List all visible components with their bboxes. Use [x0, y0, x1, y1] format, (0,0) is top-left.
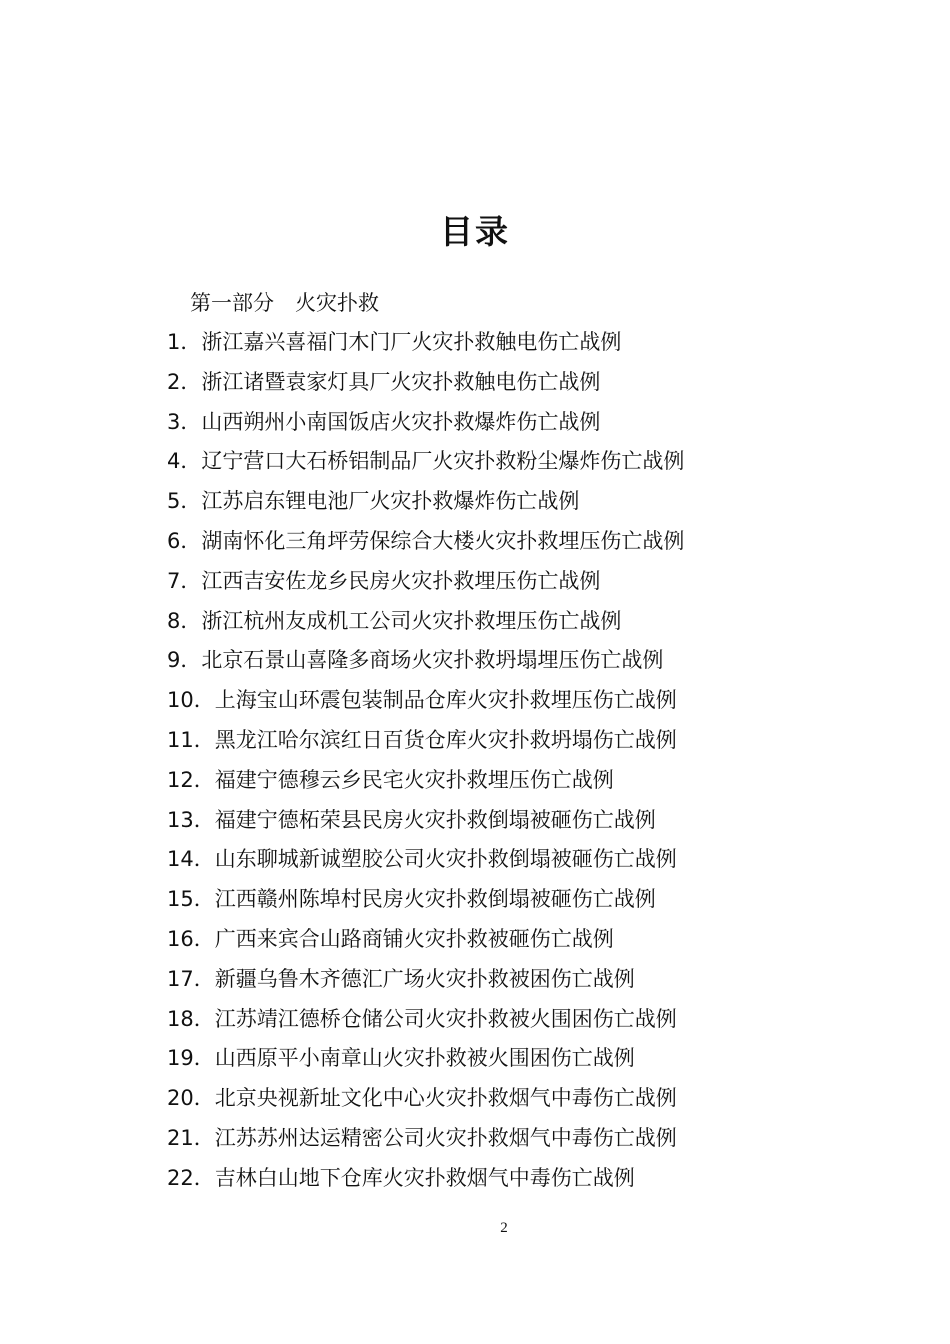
- toc-item[interactable]: [167, 765, 684, 805]
- toc-item-separator: ．: [180, 608, 202, 633]
- toc-item-title: 浙江嘉兴喜福门木门厂火灾扑救触电伤亡战例: [201, 330, 622, 354]
- toc-item[interactable]: [167, 407, 684, 447]
- toc-item-number: 22: [167, 1165, 194, 1190]
- toc-item-title: 江西赣州陈埠村民房火灾扑救倒塌被砸伤亡战例: [214, 887, 656, 912]
- toc-item[interactable]: [167, 1043, 684, 1083]
- toc-item-separator: ．: [180, 449, 202, 474]
- toc-item-separator: ．: [180, 369, 202, 394]
- toc-item-separator: ．: [180, 648, 202, 673]
- section-heading: 第一部分 火灾扑救: [190, 291, 379, 315]
- toc-item-separator: ．: [193, 767, 215, 792]
- toc-item-separator: ．: [193, 1046, 215, 1071]
- toc-item[interactable]: [167, 685, 684, 725]
- toc-item-separator: ．: [193, 807, 215, 832]
- toc-item-title: 江苏启东锂电池厂火灾扑救爆炸伤亡战例: [201, 489, 580, 514]
- toc-item-number: 15: [167, 887, 194, 912]
- toc-item-number: 9: [167, 648, 181, 673]
- toc-item[interactable]: [167, 924, 684, 964]
- toc-item-separator: ．: [180, 330, 202, 354]
- toc-item-number: 10: [167, 688, 194, 713]
- toc-item-separator: ．: [193, 727, 215, 752]
- toc-item[interactable]: [167, 964, 684, 1004]
- toc-item-number: 7: [167, 568, 181, 593]
- toc-item-number: 11: [167, 727, 194, 752]
- toc-item[interactable]: [167, 884, 684, 924]
- toc-item-number: 12: [167, 767, 194, 792]
- toc-item[interactable]: [167, 367, 684, 407]
- toc-item-title: 吉林白山地下仓库火灾扑救烟气中毒伤亡战例: [214, 1165, 635, 1190]
- toc-item-title: 浙江杭州友成机工公司火灾扑救埋压伤亡战例: [201, 608, 622, 633]
- toc-item-separator: ．: [193, 926, 215, 951]
- toc-item-number: 20: [167, 1086, 194, 1111]
- toc-item[interactable]: [167, 566, 684, 606]
- toc-item-number: 3: [167, 409, 181, 434]
- toc-item-title: 山西原平小南章山火灾扑救被火围困伤亡战例: [214, 1046, 635, 1071]
- toc-item-number: 21: [167, 1125, 194, 1150]
- toc-item-title: 江苏苏州达运精密公司火灾扑救烟气中毒伤亡战例: [214, 1125, 677, 1150]
- toc-item[interactable]: [167, 327, 684, 367]
- toc-item-number: 13: [167, 807, 194, 832]
- toc-item-number: 1: [167, 330, 181, 354]
- toc-item-number: 17: [167, 966, 194, 991]
- toc-item-title: 湖南怀化三角坪劳保综合大楼火灾扑救埋压伤亡战例: [201, 528, 685, 553]
- toc-item[interactable]: [167, 1083, 684, 1123]
- toc-item-number: 4: [167, 449, 181, 474]
- toc-item[interactable]: [167, 606, 684, 646]
- toc-item-number: 2: [167, 369, 181, 394]
- page-title: 目录: [440, 212, 510, 252]
- toc-item-separator: ．: [180, 568, 202, 593]
- toc-item-title: 江西吉安佐龙乡民房火灾扑救埋压伤亡战例: [201, 568, 601, 593]
- toc-list: [167, 327, 684, 1203]
- toc-item-number: 8: [167, 608, 181, 633]
- toc-item-title: 上海宝山环震包装制品仓库火灾扑救埋压伤亡战例: [214, 688, 677, 713]
- toc-item-title: 福建宁德柘荣县民房火灾扑救倒塌被砸伤亡战例: [214, 807, 656, 832]
- toc-item-title: 北京央视新址文化中心火灾扑救烟气中毒伤亡战例: [214, 1086, 677, 1111]
- toc-item[interactable]: [167, 1123, 684, 1163]
- toc-item[interactable]: [167, 725, 684, 765]
- toc-item-separator: ．: [193, 1086, 215, 1111]
- page-number: 2: [500, 1220, 508, 1236]
- toc-item-separator: ．: [193, 966, 215, 991]
- toc-item-separator: ．: [193, 1006, 215, 1031]
- toc-item-separator: ．: [193, 1165, 215, 1190]
- toc-item[interactable]: [167, 645, 684, 685]
- toc-item-title: 新疆乌鲁木齐德汇广场火灾扑救被困伤亡战例: [214, 966, 635, 991]
- toc-item[interactable]: [167, 1163, 684, 1203]
- toc-item-separator: ．: [193, 1125, 215, 1150]
- toc-item-number: 16: [167, 926, 194, 951]
- toc-item-separator: ．: [193, 688, 215, 713]
- toc-item-title: 山西朔州小南国饭店火灾扑救爆炸伤亡战例: [201, 409, 601, 434]
- toc-item-number: 5: [167, 489, 181, 514]
- toc-item[interactable]: [167, 526, 684, 566]
- toc-item-number: 6: [167, 528, 181, 553]
- toc-item[interactable]: [167, 1004, 684, 1044]
- toc-item-number: 14: [167, 847, 194, 872]
- toc-item[interactable]: [167, 844, 684, 884]
- toc-item-title: 北京石景山喜隆多商场火灾扑救坍塌埋压伤亡战例: [201, 648, 664, 673]
- toc-item-title: 福建宁德穆云乡民宅火灾扑救埋压伤亡战例: [214, 767, 614, 792]
- toc-item-title: 辽宁营口大石桥铝制品厂火灾扑救粉尘爆炸伤亡战例: [201, 449, 685, 474]
- toc-item[interactable]: [167, 446, 684, 486]
- toc-item[interactable]: [167, 805, 684, 845]
- toc-item-title: 广西来宾合山路商铺火灾扑救被砸伤亡战例: [214, 926, 614, 951]
- toc-item-separator: ．: [193, 887, 215, 912]
- toc-item-separator: ．: [180, 409, 202, 434]
- toc-item-separator: ．: [193, 847, 215, 872]
- toc-item-title: 浙江诸暨袁家灯具厂火灾扑救触电伤亡战例: [201, 369, 601, 394]
- toc-item-title: 山东聊城新诚塑胶公司火灾扑救倒塌被砸伤亡战例: [214, 847, 677, 872]
- toc-item-separator: ．: [180, 489, 202, 514]
- toc-item-number: 19: [167, 1046, 194, 1071]
- toc-item-number: 18: [167, 1006, 194, 1031]
- toc-item[interactable]: [167, 486, 684, 526]
- toc-item-title: 黑龙江哈尔滨红日百货仓库火灾扑救坍塌伤亡战例: [214, 727, 677, 752]
- toc-item-title: 江苏靖江德桥仓储公司火灾扑救被火围困伤亡战例: [214, 1006, 677, 1031]
- toc-item-separator: ．: [180, 528, 202, 553]
